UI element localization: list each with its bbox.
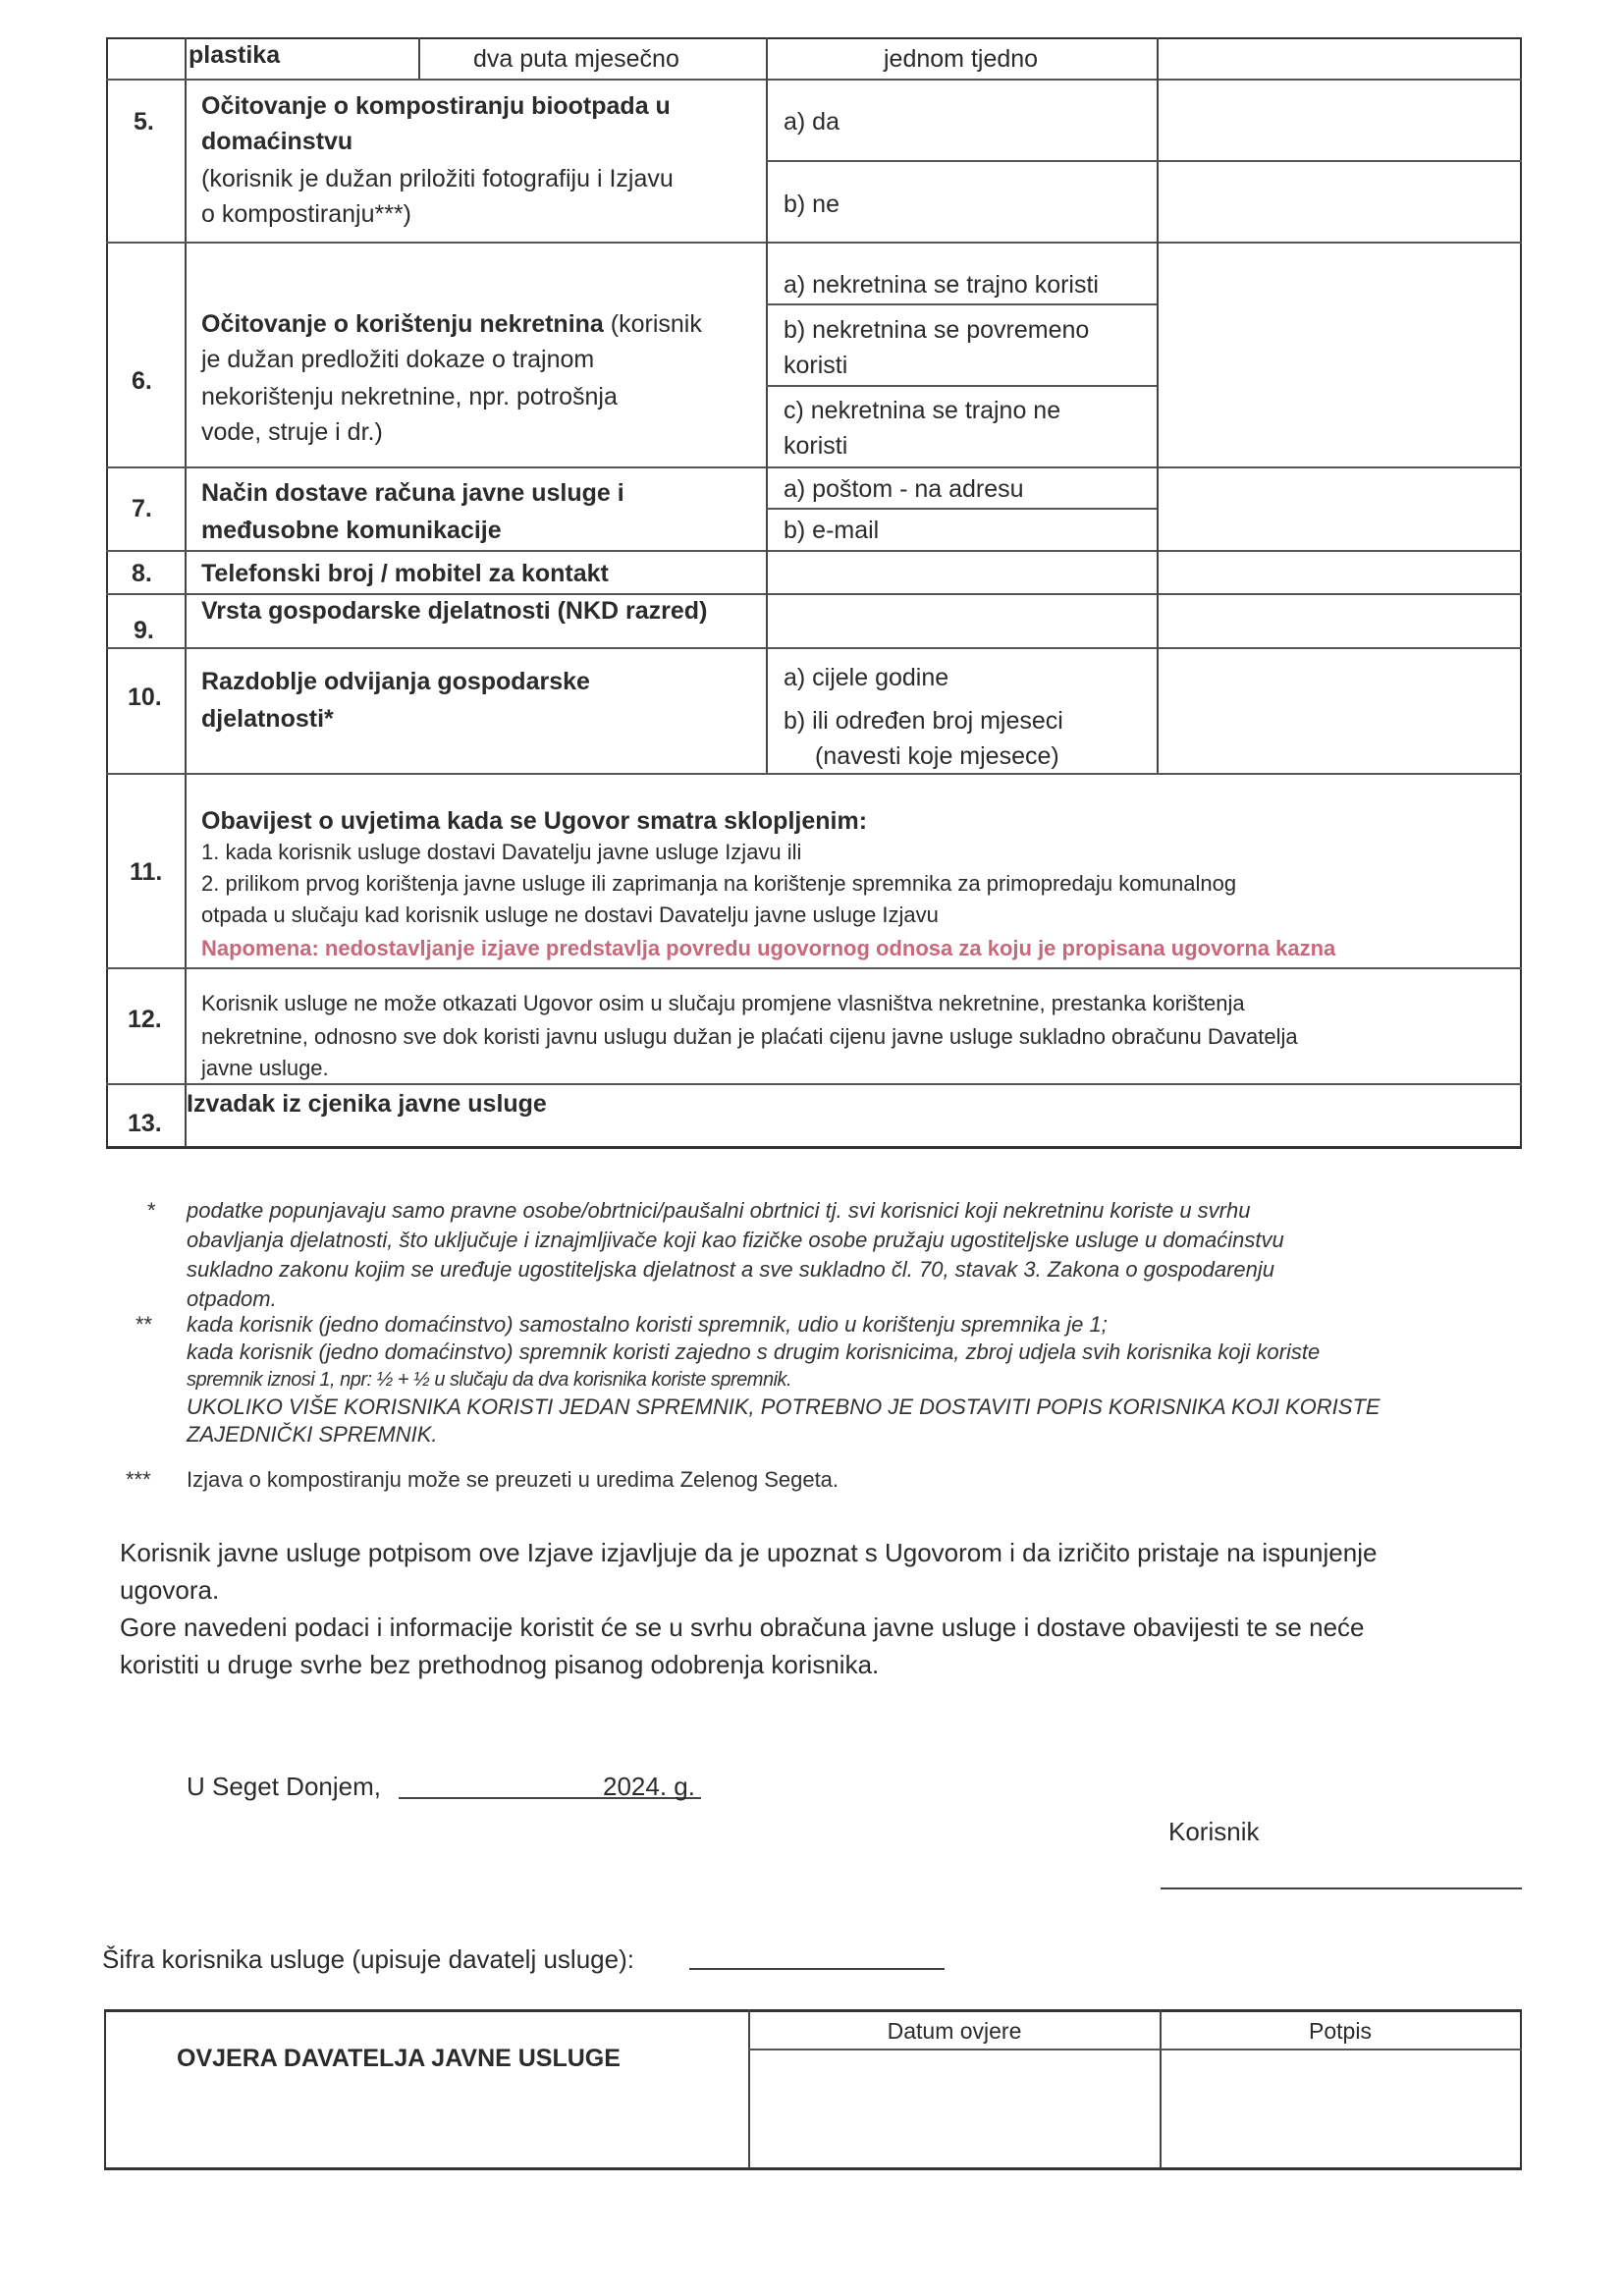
verification-signature-field[interactable] [1164, 2052, 1517, 2164]
row-number: 12. [128, 1006, 162, 1033]
row-divider [106, 967, 1522, 969]
row-number: 13. [128, 1110, 162, 1137]
business-activity-field[interactable] [768, 595, 1518, 646]
row-title-rest: je dužan predložiti dokaze o trajnom [201, 346, 595, 373]
verif-header-divider [748, 2049, 1522, 2050]
condition-line: 2. prilikom prvog korištenja javne usluge ili zaprimanja na korištenje spremnika za primopredaju komunalnog [201, 871, 1237, 896]
statement-line: Korisnik javne usluge potpisom ove Izjave izjavljuje da je upoznat s Ugovorom i da izričito pristaje na ispunjenje [120, 1538, 1378, 1567]
verif-border-top [104, 2009, 1522, 2012]
option-b: b) e-mail [784, 517, 880, 544]
user-label: Korisnik [1168, 1817, 1260, 1846]
row-number: 10. [128, 683, 162, 711]
user-code-label: Šifra korisnika usluge (upisuje davatelj usluge): [102, 1944, 634, 1974]
footnote-mark-3: *** [126, 1467, 151, 1492]
user-code-field[interactable] [689, 1937, 945, 1968]
row-title: Vrsta gospodarske djelatnosti (NKD razred) [201, 597, 708, 625]
verif-border-left [104, 2009, 106, 2168]
row-title: Telefonski broj / mobitel za kontakt [201, 560, 609, 587]
frequency-option-1: dva puta mjesečno [473, 45, 679, 73]
footnote-line: ZAJEDNIČKI SPREMNIK. [187, 1422, 438, 1447]
delivery-method-answer-field[interactable] [1161, 468, 1518, 549]
row-title: međusobne komunikacije [201, 517, 502, 544]
property-use-answer-field[interactable] [1161, 244, 1518, 465]
sub-divider [766, 385, 1157, 387]
option-a: a) nekretnina se trajno koristi [784, 271, 1099, 299]
signature-column-header: Potpis [1309, 2018, 1372, 2044]
footnote-line: UKOLIKO VIŠE KORISNIKA KORISTI JEDAN SPREMNIK, POTREBNO JE DOSTAVITI POPIS KORISNIKA KOJI KORISTE [187, 1394, 1380, 1419]
phone-number-field[interactable] [768, 552, 1518, 591]
option-b: b) ne [784, 191, 839, 218]
option-col-divider [766, 37, 768, 773]
row-divider [106, 773, 1522, 775]
footnote-mark-1: * [147, 1198, 156, 1223]
option-a-answer-field[interactable] [1161, 81, 1518, 159]
row-number: 11. [130, 858, 163, 886]
option-a: a) cijele godine [784, 664, 949, 691]
warning-note: Napomena: nedostavljanje izjave predstavlja povredu ugovornog odnosa za koju je propisana ugovorna kazna [201, 936, 1336, 960]
footnote-line: kada korisnik (jedno domaćinstvo) spremnik koristi zajedno s drugim korisnicima, zbroj udjela svih korisnika koji koriste [187, 1339, 1321, 1364]
row-title: Način dostave računa javne usluge i [201, 479, 624, 507]
statement-line: ugovora. [120, 1575, 220, 1605]
condition-line: 1. kada korisnik usluge dostavi Davatelju javne usluge Izjavu ili [201, 840, 802, 864]
option-a: a) poštom - na adresu [784, 475, 1024, 503]
option-b: b) ili određen broj mjeseci [784, 707, 1063, 735]
sub-divider [766, 508, 1157, 510]
activity-period-answer-field[interactable] [1161, 649, 1518, 771]
row-note: (korisnik je dužan priložiti fotografiju i Izjavu [201, 165, 674, 192]
row-number: 5. [134, 108, 154, 136]
option-b-cont: koristi [784, 352, 848, 379]
row-title: domaćinstvu [201, 128, 353, 155]
user-code-underline [689, 1968, 945, 1970]
row-title-rest: (korisnik [610, 310, 702, 338]
verif-border-bottom [104, 2167, 1522, 2170]
row-note: o kompostiranju***) [201, 200, 411, 228]
option-a: a) da [784, 108, 839, 136]
year-label: 2024. g. [603, 1772, 695, 1801]
cancellation-line: Korisnik usluge ne može otkazati Ugovor osim u slučaju promjene vlasništva nekretnine, prestanka korištenja [201, 991, 1245, 1015]
row-title: Razdoblje odvijanja gospodarske [201, 668, 590, 695]
row-title: Obavijest o uvjetima kada se Ugovor smatra sklopljenim: [201, 807, 868, 835]
cancellation-line: javne usluge. [201, 1056, 329, 1080]
footnote-line: obavljanja djelatnosti, što uključuje i iznajmljivače koji kao fizičke osobe pružaju ugostiteljske usluge u domaćinstvu [187, 1228, 1284, 1252]
row-title-rest: vode, struje i dr.) [201, 418, 383, 446]
row-title [201, 306, 702, 342]
answer-col-divider [1157, 37, 1159, 773]
statement-line: Gore navedeni podaci i informacije koristit će se u svrhu obračuna javne usluge i dostave obavijesti te se neće [120, 1613, 1365, 1642]
table-border-right [1520, 37, 1522, 1147]
row-number: 7. [132, 495, 152, 522]
row-title: djelatnosti* [201, 705, 334, 733]
option-b-hint: (navesti koje mjesece) [815, 742, 1059, 770]
row-title-bold: Očitovanje o korištenju nekretnina [201, 310, 604, 338]
date-column-header: Datum ovjere [887, 2018, 1022, 2044]
user-signature-field[interactable] [1161, 1846, 1522, 1887]
table-border-bottom [106, 1146, 1522, 1149]
table-border-left [106, 37, 108, 1147]
option-c-cont: koristi [784, 432, 848, 460]
verification-title: OVJERA DAVATELJA JAVNE USLUGE [177, 2045, 621, 2072]
option-c: c) nekretnina se trajno ne [784, 397, 1061, 424]
waste-type-label: plastika [189, 41, 281, 69]
footnote-mark-2: ** [135, 1312, 153, 1337]
place-label: U Seget Donjem, [187, 1772, 381, 1801]
option-b-answer-field[interactable] [1161, 162, 1518, 241]
row-title-rest: nekorištenju nekretnine, npr. potrošnja [201, 383, 618, 410]
verification-date-field[interactable] [752, 2052, 1157, 2164]
plastika-col-divider [418, 37, 420, 79]
footnote-line: spremnik iznosi 1, npr: ½ + ½ u slučaju da dva korisnika koriste spremnik. [187, 1369, 792, 1391]
row-title: Izvadak iz cjenika javne usluge [187, 1090, 547, 1118]
footnote-line: otpadom. [187, 1286, 277, 1311]
row-number: 6. [132, 367, 152, 395]
cancellation-line: nekretnine, odnosno sve dok koristi javnu uslugu dužan je plaćati cijenu javne usluge sukladno obračunu Davatelja [201, 1024, 1298, 1049]
user-signature-line [1161, 1887, 1522, 1889]
date-field[interactable] [399, 1768, 595, 1797]
statement-line: koristiti u druge svrhe bez prethodnog pisanog odobrenja korisnika. [120, 1650, 880, 1679]
num-col-divider [185, 37, 187, 1147]
footnote-line: podatke popunjavaju samo pravne osobe/obrtnici/paušalni obrtnici tj. svi korisnici koji nekretninu koriste u svrhu [187, 1198, 1251, 1223]
row-number: 9. [134, 617, 154, 644]
plastika-answer-field[interactable] [1161, 39, 1518, 77]
footnote-line: sukladno zakonu kojim se uređuje ugostiteljska djelatnost a sve sukladno čl. 70, stavak 3. Zakona o gospodarenju [187, 1257, 1275, 1282]
option-b: b) nekretnina se povremeno [784, 316, 1090, 344]
row-number: 8. [132, 560, 152, 587]
condition-line: otpada u slučaju kad korisnik usluge ne dostavi Davatelju javne usluge Izjavu [201, 902, 939, 927]
row-title: Očitovanje o kompostiranju biootpada u [201, 92, 671, 120]
footnote-line: kada korisnik (jedno domaćinstvo) samostalno koristi spremnik, udio u korištenju spremnika je 1; [187, 1312, 1108, 1337]
sub-divider [766, 303, 1157, 305]
frequency-option-2: jednom tjedno [884, 45, 1039, 73]
footnote-line: Izjava o kompostiranju može se preuzeti u uredima Zelenog Segeta. [187, 1467, 839, 1492]
